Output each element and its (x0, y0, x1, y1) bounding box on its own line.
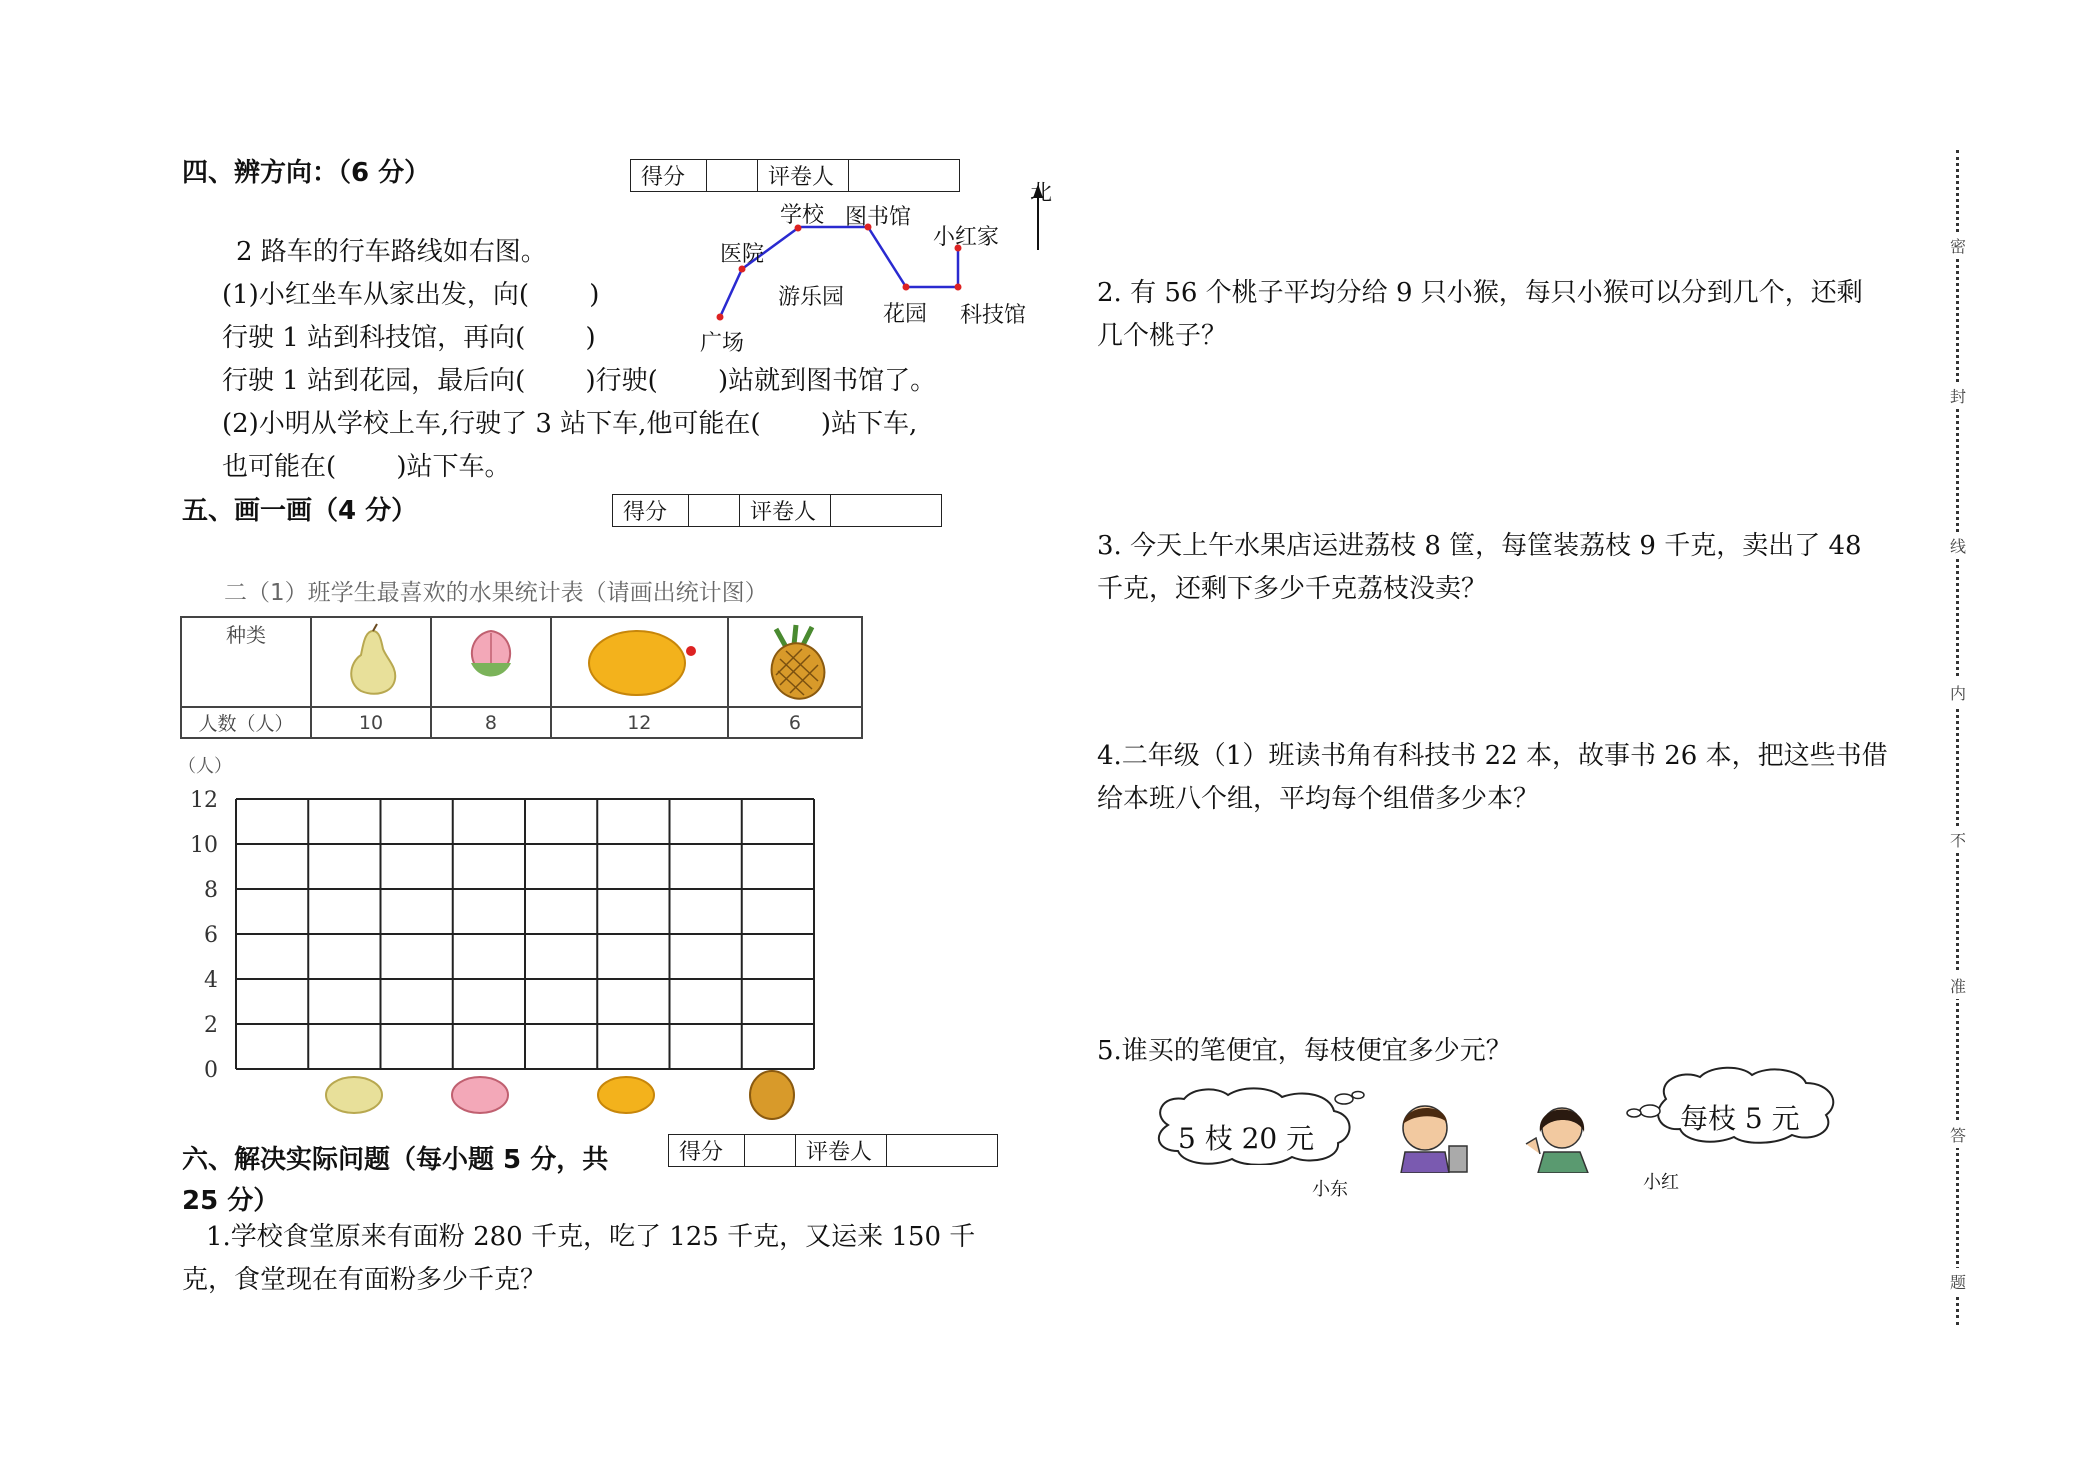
y-tick-label: 12 (190, 788, 218, 813)
pear-icon (326, 1077, 382, 1113)
name-xiaohong: 小红 (1643, 1172, 1679, 1193)
seal-char: 不 (1950, 826, 1966, 853)
name-xiaodong: 小东 (1312, 1179, 1348, 1200)
route-intro: 2 路车的行车路线如右图。 (236, 237, 547, 267)
stop-label: 广场 (700, 331, 745, 356)
y-tick-label: 4 (204, 968, 218, 993)
grader-label: 评卷人 (740, 495, 831, 527)
question-1-cont: 克，食堂现在有面粉多少千克？ (182, 1265, 547, 1295)
question-line: 也可能在( )站下车。 (222, 452, 511, 482)
stop-label: 图书馆 (845, 205, 912, 230)
stop-dot (955, 284, 962, 291)
section5-heading: 五、画一画（4 分） (182, 496, 418, 526)
pineapple-icon (750, 619, 840, 701)
question-4: 4.二年级（1）班读书角有科技书 22 本，故事书 26 本，把这些书借 (1097, 741, 1888, 771)
stop-label: 科技馆 (960, 303, 1027, 328)
grader-field[interactable] (887, 1135, 998, 1167)
pineapple-icon (750, 1071, 794, 1119)
bubble-right-text: 每枝 5 元 (1680, 1102, 1800, 1135)
question-2: 2. 有 56 个桃子平均分给 9 只小猴，每只小猴可以分到几个，还剩 (1097, 278, 1863, 308)
y-tick-label: 6 (204, 923, 218, 948)
question-line: (1)小红坐车从家出发，向( ) (222, 280, 600, 310)
score-box-sec5 (612, 494, 942, 527)
seal-char: 题 (1950, 1268, 1966, 1295)
question-1: 1.学校食堂原来有面粉 280 千克，吃了 125 千克，又运来 150 千 (206, 1222, 976, 1252)
orange-icon (579, 621, 699, 699)
stop-label: 小红家 (933, 225, 1000, 250)
seal-char: 线 (1950, 532, 1966, 559)
y-tick-label: 10 (190, 833, 218, 858)
section6-heading: 六、解决实际问题（每小题 5 分，共 (182, 1145, 609, 1175)
stop-dot (903, 284, 910, 291)
score-label: 得分 (669, 1135, 745, 1167)
score-field[interactable] (689, 495, 740, 527)
fruit-cell (311, 617, 431, 707)
girl-figure (1518, 1098, 1608, 1173)
boy-figure (1385, 1098, 1475, 1173)
row-label-type: 种类 (181, 617, 311, 707)
bubble-left-text: 5 枝 20 元 (1178, 1122, 1315, 1155)
grader-label: 评卷人 (758, 160, 849, 192)
question-5: 5.谁买的笔便宜，每枝便宜多少元？ (1097, 1036, 1512, 1066)
question-line: (2)小明从学校上车,行驶了 3 站下车,他可能在( )站下车, (222, 409, 918, 439)
fruit-table-caption: 二（1）班学生最喜欢的水果统计表（请画出统计图） (224, 580, 768, 606)
score-field[interactable] (745, 1135, 796, 1167)
row-label-count: 人数（人） (181, 707, 311, 738)
orange-icon (598, 1077, 654, 1113)
seal-char: 准 (1950, 972, 1966, 999)
fruit-bar-chart[interactable] (178, 772, 858, 1122)
fruit-cell (431, 617, 551, 707)
score-label: 得分 (631, 160, 707, 192)
fruit-cell (728, 617, 862, 707)
stop-label: 游乐园 (778, 285, 845, 310)
fruit-cell (551, 617, 728, 707)
grader-label: 评卷人 (796, 1135, 887, 1167)
y-tick-label: 2 (204, 1013, 218, 1038)
fruit-table (180, 616, 863, 739)
question-4-cont: 给本班八个组，平均每个组借多少本？ (1097, 784, 1540, 814)
seal-char: 密 (1950, 232, 1966, 259)
y-axis-unit: （人） (178, 756, 232, 777)
question-3: 3. 今天上午水果店运进荔枝 8 筐，每筐装荔枝 9 千克，卖出了 48 (1097, 531, 1862, 561)
question-2-cont: 几个桃子？ (1097, 321, 1228, 351)
seal-dotted-line (1956, 150, 1959, 1325)
seal-char: 封 (1950, 382, 1966, 409)
stop-dot (717, 314, 724, 321)
question-line: 行驶 1 站到科技馆，再向( ) (222, 323, 596, 353)
pear-icon (331, 621, 411, 699)
count-cell: 8 (431, 707, 551, 738)
grader-field[interactable] (831, 495, 942, 527)
score-label: 得分 (613, 495, 689, 527)
question-line: 行驶 1 站到花园，最后向( )行驶( )站就到图书馆了。 (222, 366, 937, 396)
y-tick-label: 0 (204, 1058, 218, 1083)
y-tick-label: 8 (204, 878, 218, 903)
seal-char: 答 (1950, 1121, 1966, 1148)
north-label: 北 (1030, 181, 1053, 206)
section4-heading: 四、辨方向：（6 分） (182, 158, 431, 188)
stop-label: 花园 (883, 302, 928, 327)
question-3-cont: 千克，还剩下多少千克荔枝没卖？ (1097, 574, 1488, 604)
count-cell: 6 (728, 707, 862, 738)
count-cell: 12 (551, 707, 728, 738)
count-cell: 10 (311, 707, 431, 738)
peach-icon (451, 621, 531, 699)
seal-char: 内 (1950, 679, 1966, 706)
score-box-sec6 (668, 1134, 998, 1167)
stop-label: 学校 (780, 203, 825, 228)
stop-label: 医院 (720, 242, 765, 267)
section6-heading-cont: 25 分） (182, 1186, 280, 1216)
peach-icon (452, 1077, 508, 1113)
